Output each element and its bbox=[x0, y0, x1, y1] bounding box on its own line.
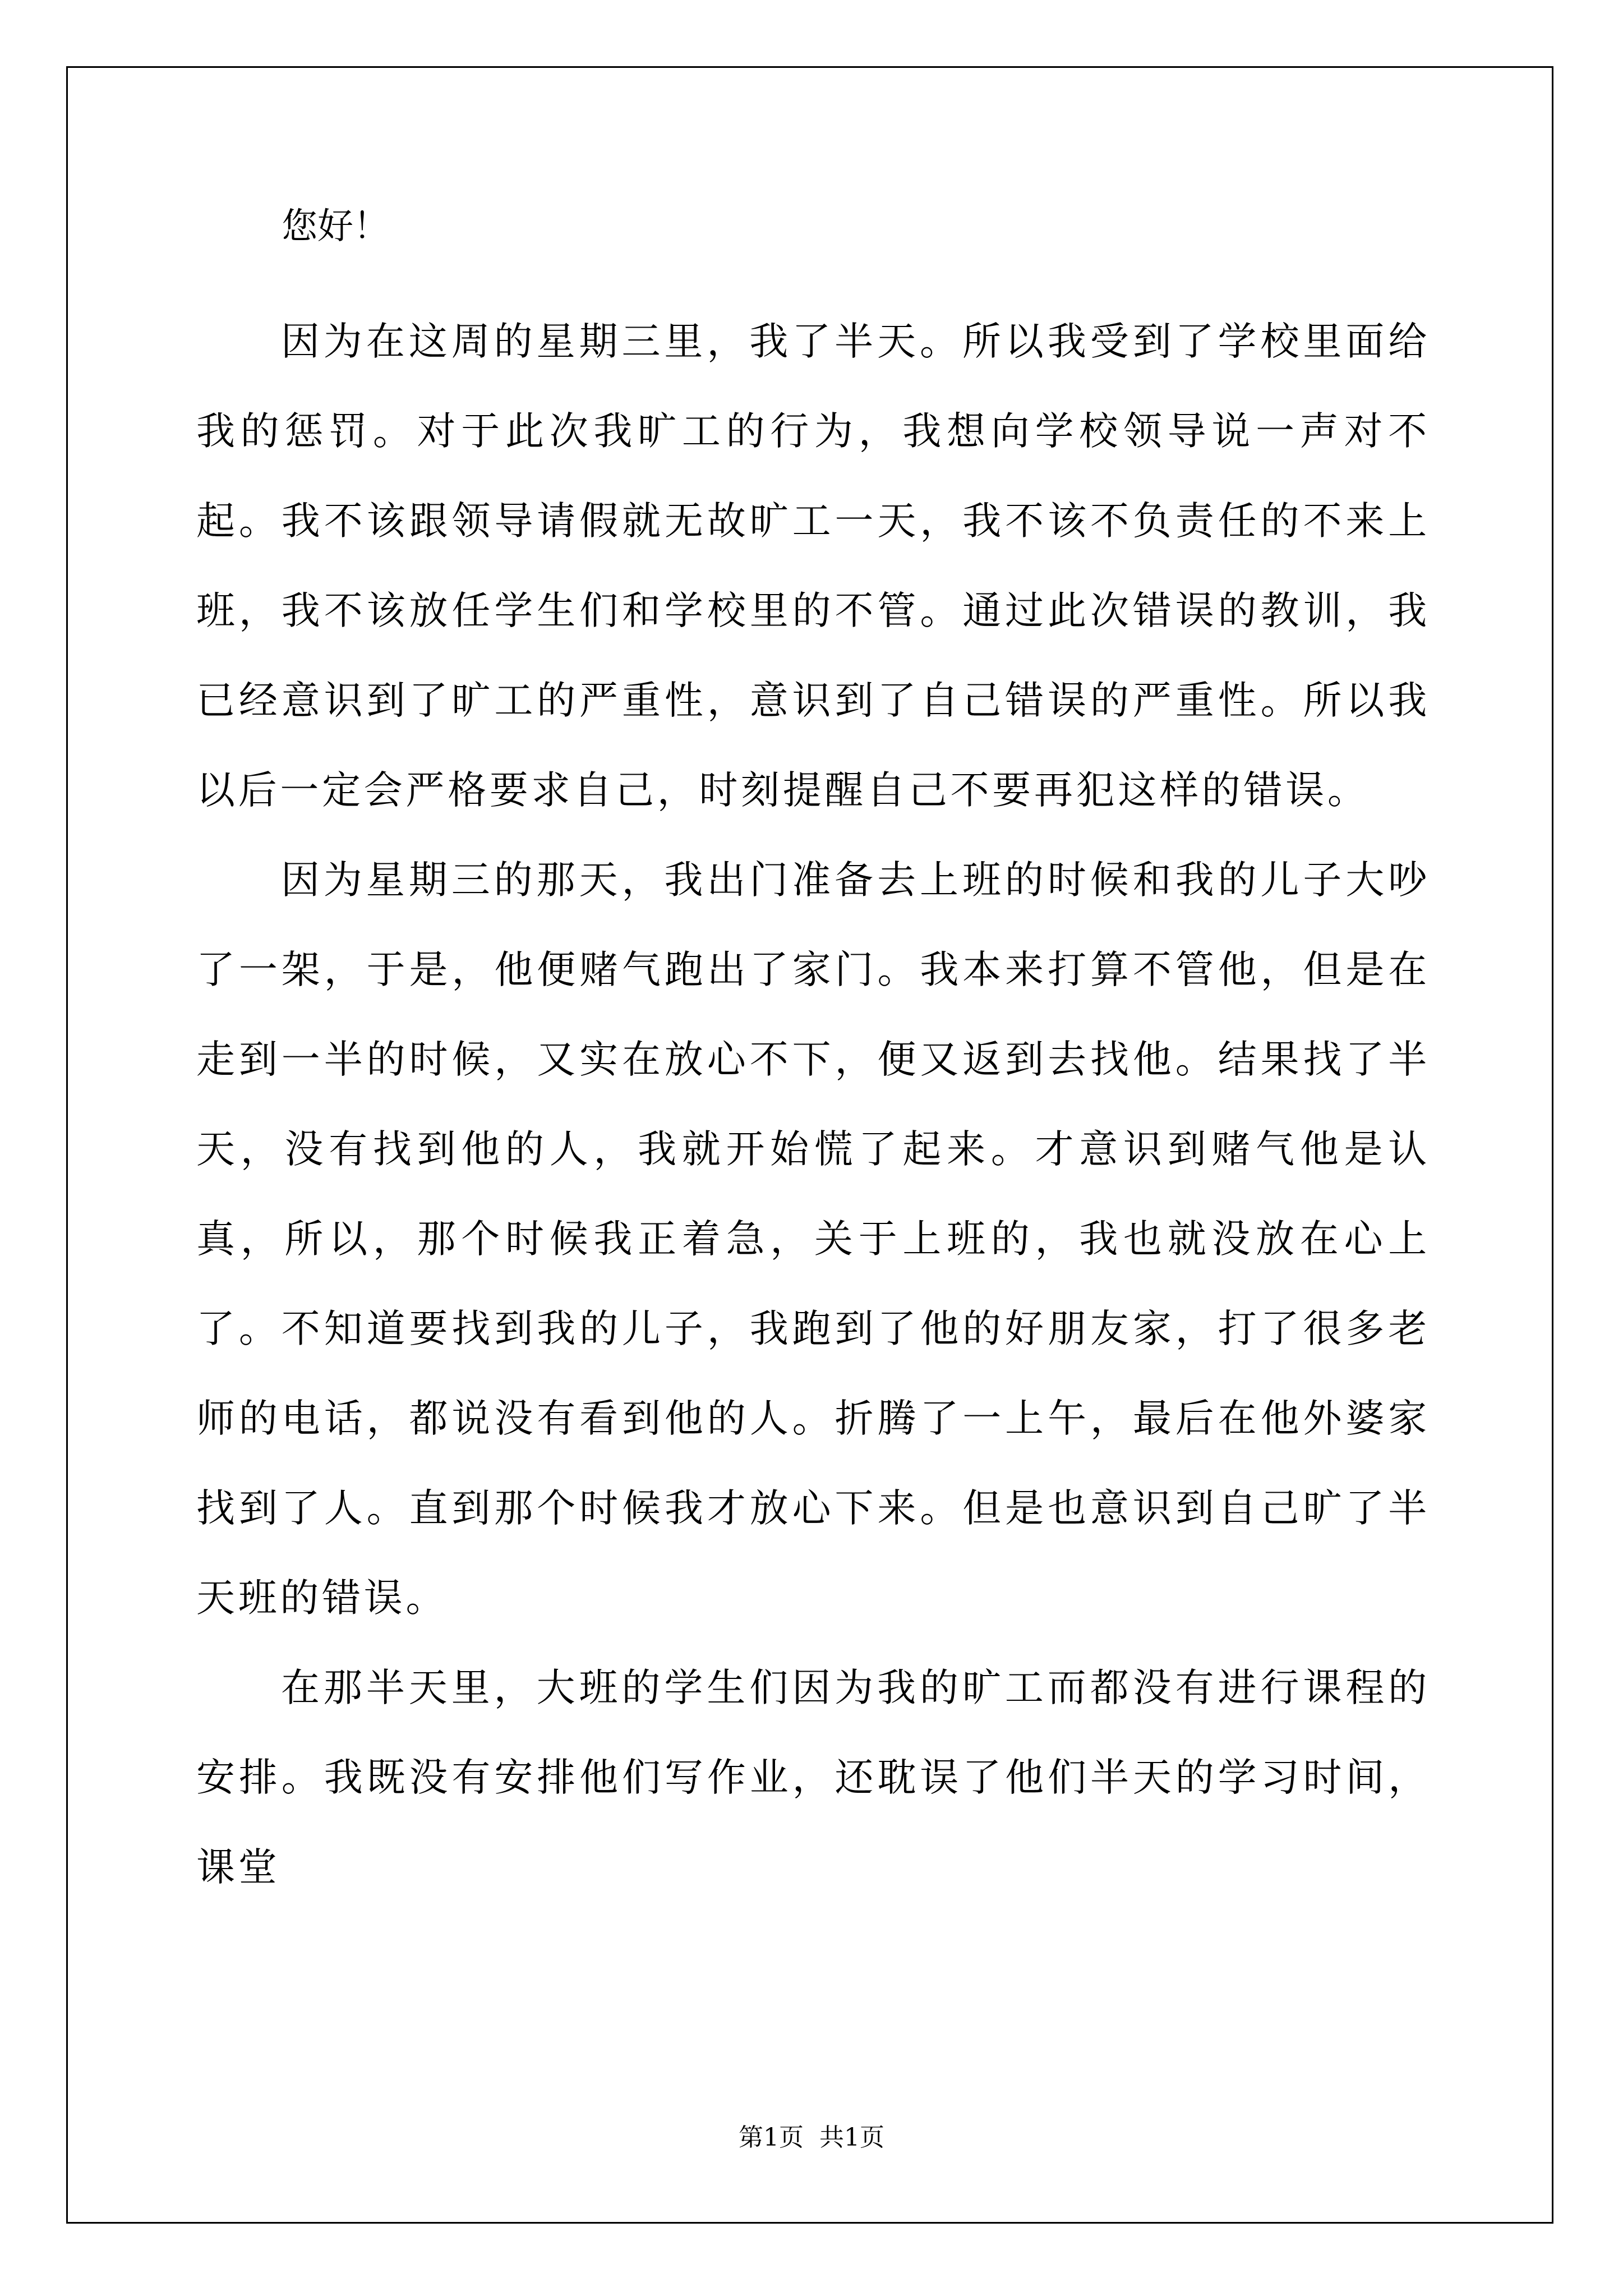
letter-body bbox=[196, 206, 1430, 1912]
paragraph-2: 因为星期三的那天，我出门准备去上班的时候和我的儿子大吵了一架，于是，他便赌气跑出了家门。我本来打算不管他，但是在走到一半的时候，又实在放心不下，便又返到去找他。结果找了半天，没有找到他的人，我就开始慌了起来。才意识到赌气他是认真，所以，那个时候我正着急，关于上班的，我也就没放在心上了。不知道要找到我的儿子，我跑到了他的好朋友家，打了很多老师的电话，都说没有看到他的人。折腾了一上午，最后在他外婆家找到了人。直到那个时候我才放心下来。但是也意识到自己旷了半天班的错误。 bbox=[196, 858, 1430, 1621]
paragraph-3: 在那半天里，大班的学生们因为我的旷工而都没有进行课程的安排。我既没有安排他们写作业，还耽误了他们半天的学习时间，课堂 bbox=[196, 1665, 1430, 1890]
paragraph-1: 因为在这周的星期三里，我了半天。所以我受到了学校里面给我的惩罚。对于此次我旷工的行为，我想向学校领导说一声对不起。我不该跟领导请假就无故旷工一天，我不该不负责任的不来上班，我不该放任学生们和学校里的不管。通过此次错误的教训，我已经意识到了旷工的严重性，意识到了自己错误的严重性。所以我以后一定会严格要求自己，时刻提醒自己不要再犯这样的错误。 bbox=[196, 319, 1430, 813]
greeting: 您好！ bbox=[282, 206, 389, 247]
page-footer: 第1页 共1页 bbox=[739, 2123, 884, 2152]
